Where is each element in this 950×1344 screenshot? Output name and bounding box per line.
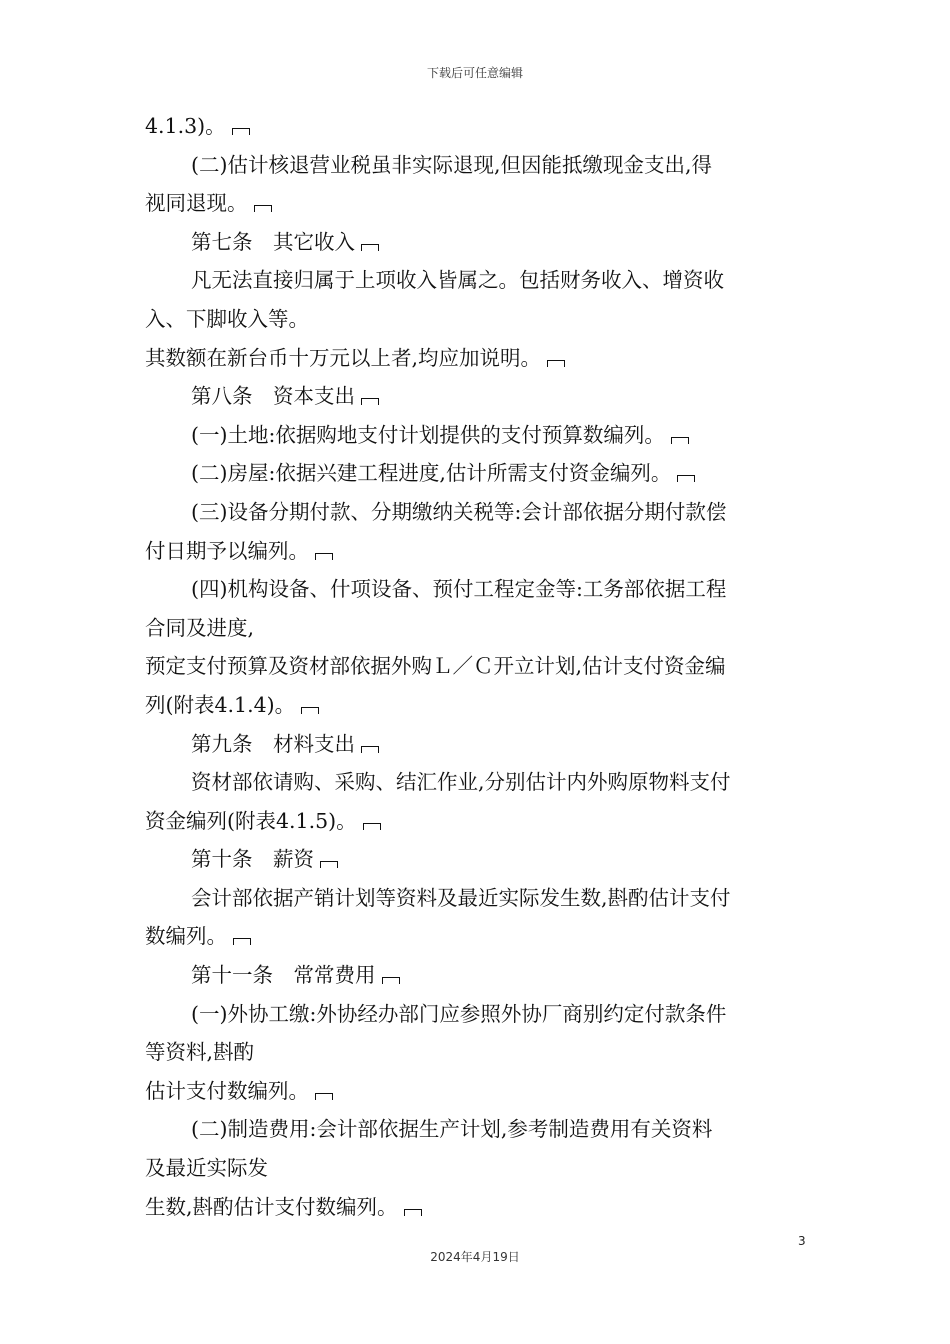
- text-line-content: (二)制造费用:会计部依据生产计划,参考制造费用有关资料: [191, 1117, 713, 1142]
- text-line: [145, 306, 810, 345]
- paragraph-mark-icon: [361, 746, 379, 753]
- paragraph-mark-icon: [361, 244, 379, 251]
- text-line-content: (二)房屋:依据兴建工程进度,估计所需支付资金编列。: [191, 461, 672, 486]
- text-line: [145, 113, 810, 152]
- text-line: [145, 229, 810, 268]
- text-line-content: 等资料,斟酌: [145, 1040, 255, 1065]
- text-line-content: 付日期予以编列。: [145, 538, 309, 563]
- text-line-content: 资金编列(附表4.1.5)。: [145, 808, 357, 833]
- text-line-content: 合同及进度,: [145, 615, 255, 640]
- text-line: [145, 383, 810, 422]
- text-line: [145, 769, 810, 808]
- text-line: [145, 808, 810, 847]
- text-line: [145, 538, 810, 577]
- paragraph-mark-icon: [547, 360, 565, 367]
- page-number: 3: [798, 1234, 806, 1248]
- text-line-content: 凡无法直接归属于上项收入皆属之。包括财务收入、增资收: [191, 268, 724, 293]
- text-line-content: 第十条 薪资: [191, 847, 314, 872]
- paragraph-mark-icon: [233, 938, 251, 945]
- text-line-content: 资材部依请购、采购、结汇作业,分别估计内外购原物料支付: [191, 770, 731, 795]
- text-line: [145, 653, 810, 692]
- text-line-content: 第九条 材料支出: [191, 731, 355, 756]
- paragraph-mark-icon: [363, 823, 381, 830]
- paragraph-mark-icon: [320, 861, 338, 868]
- text-line: [145, 1039, 810, 1078]
- text-line: [145, 731, 810, 770]
- text-line: [145, 576, 810, 615]
- paragraph-mark-icon: [315, 1093, 333, 1100]
- text-line: [145, 345, 810, 384]
- text-line-content: 第七条 其它收入: [191, 229, 355, 254]
- text-line-content: 及最近实际发: [145, 1156, 268, 1181]
- text-line: [145, 1001, 810, 1040]
- page-header: 下载后可任意编辑: [426, 66, 523, 80]
- text-line: [145, 460, 810, 499]
- page-footer-date: 2024年4月19日: [430, 1250, 520, 1264]
- text-line-content: (一)外协工缴:外协经办部门应参照外协厂商别约定付款条件: [191, 1001, 727, 1026]
- text-line: [145, 615, 810, 654]
- text-line: [145, 923, 810, 962]
- text-line-content: 4.1.3)。: [145, 114, 226, 138]
- paragraph-mark-icon: [301, 707, 319, 714]
- paragraph-mark-icon: [677, 475, 695, 482]
- paragraph-mark-icon: [315, 553, 333, 560]
- document-body: [145, 113, 810, 1232]
- text-line-content: (二)估计核退营业税虽非实际退现,但因能抵缴现金支出,得: [191, 152, 713, 177]
- paragraph-mark-icon: [232, 128, 250, 135]
- text-line: [145, 1116, 810, 1155]
- text-line-content: 其数额在新台币十万元以上者,均应加说明。: [145, 345, 542, 370]
- text-line: [145, 1194, 810, 1233]
- text-line-content: 入、下脚收入等。: [145, 306, 309, 331]
- text-line: [145, 1155, 810, 1194]
- paragraph-mark-icon: [404, 1209, 422, 1216]
- text-line: [145, 152, 810, 191]
- text-line: [145, 962, 810, 1001]
- text-line: [145, 422, 810, 461]
- paragraph-mark-icon: [382, 977, 400, 984]
- text-line-content: 预定支付预算及资材部依据外购Ｌ／Ｃ开立计划,估计支付资金编: [145, 654, 726, 679]
- text-line: [145, 267, 810, 306]
- text-line-content: 列(附表4.1.4)。: [145, 692, 296, 717]
- text-line: [145, 692, 810, 731]
- text-line: [145, 846, 810, 885]
- text-line-content: 第十一条 常常费用: [191, 963, 376, 988]
- text-line-content: (四)机构设备、什项设备、预付工程定金等:工务部依据工程: [191, 577, 727, 602]
- text-line-content: 估计支付数编列。: [145, 1078, 309, 1103]
- text-line-content: 第八条 资本支出: [191, 384, 355, 409]
- text-line: [145, 885, 810, 924]
- text-line-content: (三)设备分期付款、分期缴纳关税等:会计部依据分期付款偿: [191, 499, 727, 524]
- text-line: [145, 1078, 810, 1117]
- text-line: [145, 499, 810, 538]
- text-line-content: 生数,斟酌估计支付数编列。: [145, 1194, 398, 1219]
- text-line: [145, 190, 810, 229]
- text-line-content: 视同退现。: [145, 191, 248, 216]
- paragraph-mark-icon: [671, 437, 689, 444]
- paragraph-mark-icon: [254, 205, 272, 212]
- paragraph-mark-icon: [361, 398, 379, 405]
- text-line-content: 会计部依据产销计划等资料及最近实际发生数,斟酌估计支付: [191, 885, 731, 910]
- text-line-content: (一)土地:依据购地支付计划提供的支付预算数编列。: [191, 422, 665, 447]
- text-line-content: 数编列。: [145, 924, 227, 949]
